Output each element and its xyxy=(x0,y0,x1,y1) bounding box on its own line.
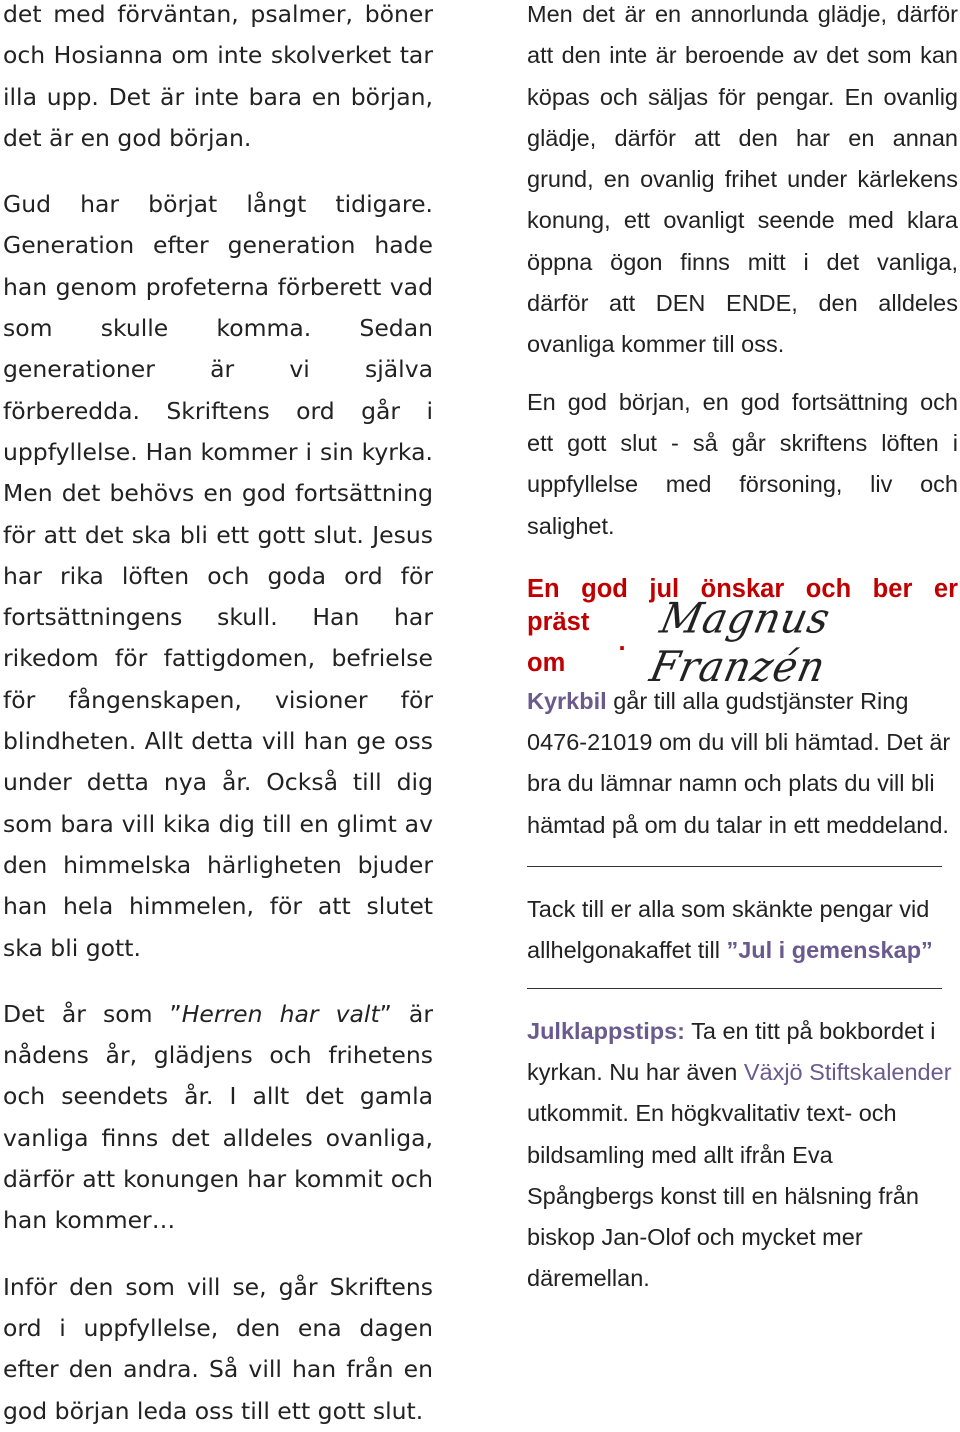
right-paragraph-2: En god början, en god fortsättning och ett gott slut - så går skriftens löften i uppfyllelse med försoning, liv och salighet. xyxy=(527,388,958,539)
herren-har-valt-quote: Herren har valt xyxy=(181,999,380,1028)
christmas-greeting xyxy=(527,569,958,692)
julklappstips-text-1: Ta en titt på bokbordet i kyrkan. Nu har även xyxy=(527,1017,936,1085)
left-paragraph-2: Gud har börjat långt tidigare. Generation efter generation hade han genom profeterna förberett vad som skulle komma. Sedan generationer är vi själva förberedda. Skriftens ord går i uppfyllelse. Han kommer i sin kyrka. Men det behövs en god fortsättning för att det ska bli ett gott slut. Jesus har rika löften och goda ord för fortsättningens skull. Han har rikedom för fattigdomen, befrielse för fångenskapen, visioner för blindheten. Allt detta vill han ge oss under detta nya år. Också till dig som bara vill kika dig till en glimt av den himmelska härligheten bjuder han hela himmelen, för att slutet ska bli gott. xyxy=(3,190,433,962)
left-paragraph-3 xyxy=(3,994,433,1242)
left-paragraph-1: det med förväntan, psalmer, böner och Hosianna om inte skolverket tar illa upp. Det är inte bara en början, det är en god början. xyxy=(3,0,433,152)
kyrkbil-label: Kyrkbil xyxy=(527,687,607,714)
greeting-text: präst om xyxy=(527,607,590,677)
kyrkbil-notice xyxy=(527,681,958,846)
julklappstips-label: Julklappstips: xyxy=(527,1017,686,1044)
vaxjo-stiftskalender: Växjö Stiftskalender xyxy=(743,1058,952,1085)
left-paragraph-3-start: Det år som ” xyxy=(3,999,182,1028)
left-paragraph-3-end: ” är nådens år, glädjens och frihetens och seendets år. I allt det gamla vanliga finns det alldeles ovanliga, därför att konungen har kommit och han kommer… xyxy=(3,999,433,1235)
tack-text: Tack till er alla som skänkte pengar vid allhelgonakaffet till xyxy=(527,896,930,964)
right-paragraph-1: Men det är en annorlunda glädje, därför att den inte är beroende av det som kan köpas och säljas för pengar. En ovanlig glädje, därför att den har en annan grund, en ovanlig frihet under kärlekens konung, ett ovanligt seende med klara öppna ögon finns mitt i det vanliga, därför att DEN ENDE, den alldeles ovanliga kommer till oss. xyxy=(527,1,958,358)
divider-1 xyxy=(527,866,942,867)
tack-notice xyxy=(527,889,958,972)
julklappstips-notice xyxy=(527,1011,958,1300)
right-column xyxy=(527,0,958,1300)
julklappstips-text-2: utkommit. En högkvalitativ text- och bildsamling med allt ifrån Eva Spångbergs konst till en hälsning från biskop Jan-Olof och mycket mer däremellan. xyxy=(527,1100,919,1292)
jul-i-gemenskap: ”Jul i gemenskap” xyxy=(726,937,933,964)
greeting-line-2 xyxy=(527,594,958,692)
signature-magnus-franzen: Magnus Franzén xyxy=(645,594,835,692)
kyrkbil-text: går till alla gudstjänster Ring 0476-21019 om du vill bli hämtad. Det är bra du lämnar namn och plats du vill bli hämtad på om du talar in ett meddeland. xyxy=(527,687,951,838)
greeting-line-1: En god jul önskar och ber er xyxy=(527,574,958,603)
divider-2 xyxy=(527,988,942,989)
left-paragraph-4: Inför den som vill se, går Skriftens ord i uppfyllelse, den ena dagen efter den andra. Så vill han från en god början leda oss till ett gott slut. xyxy=(3,1272,433,1425)
left-column xyxy=(3,0,433,1432)
greeting-period: . xyxy=(618,628,626,657)
